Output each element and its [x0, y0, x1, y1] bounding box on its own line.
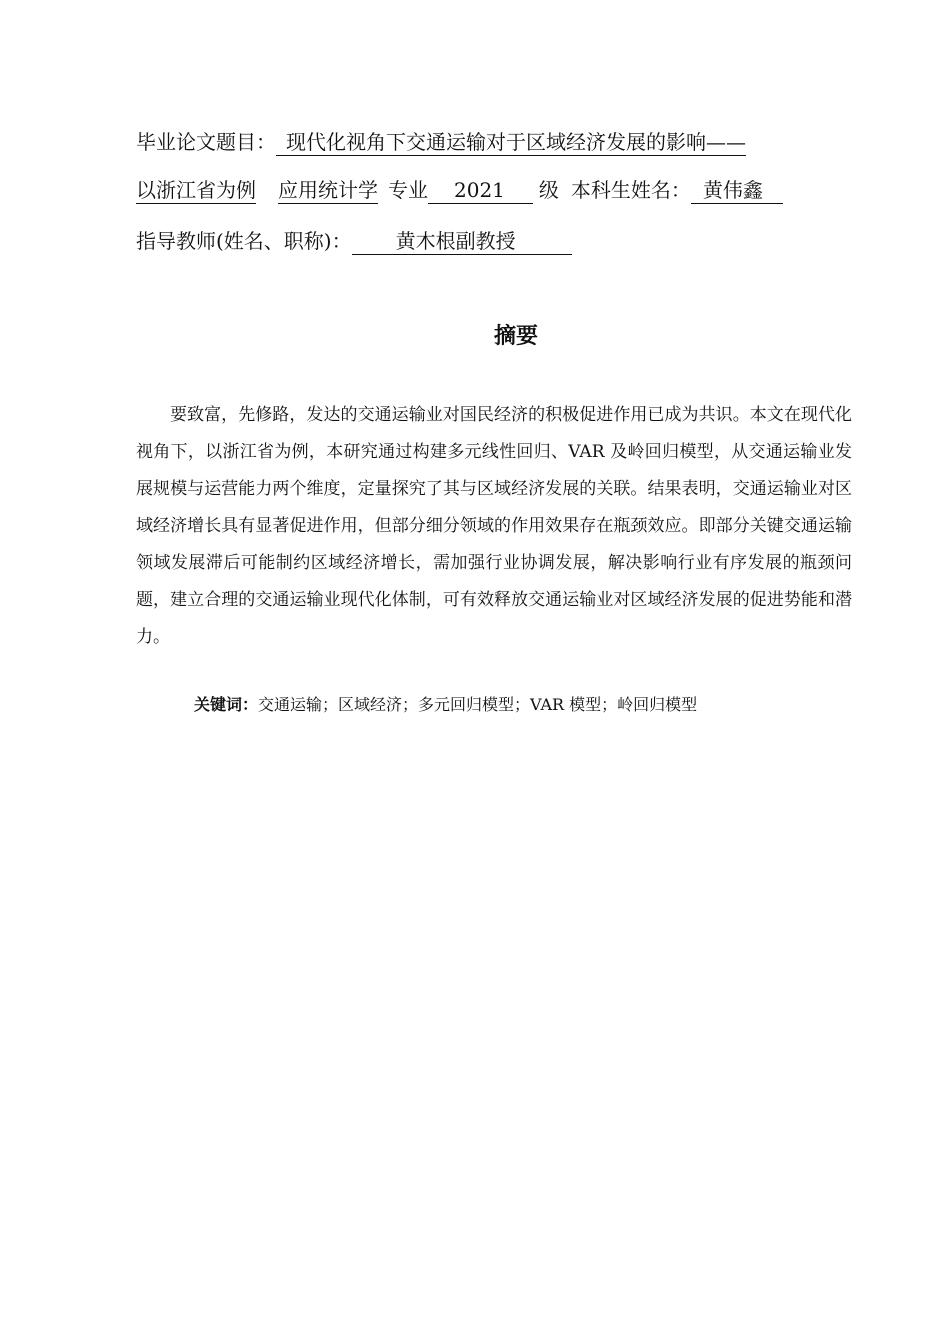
- thesis-title-line: [136, 128, 746, 156]
- keywords-label: 关键词：: [194, 695, 259, 714]
- major-label: 专业: [388, 178, 428, 202]
- abstract-heading: 摘要: [493, 324, 538, 349]
- thesis-title-field: [276, 130, 746, 156]
- thesis-title-part1: 现代化视角下交通运输对于区域经济发展的影响——: [286, 130, 746, 154]
- thesis-info-line: [136, 176, 783, 204]
- keywords-line: [194, 692, 697, 718]
- major-value: 应用统计学: [278, 178, 378, 202]
- student-label: 本科生姓名：: [570, 178, 691, 202]
- advisor-line: [136, 227, 572, 255]
- thesis-title-field-cont: [136, 178, 256, 204]
- student-name-value: 黄伟鑫: [702, 178, 763, 202]
- grade-field: [428, 178, 533, 204]
- abstract-body: 要致富，先修路，发达的交通运输业对国民经济的积极促进作用已成为共识。本文在现代化视角下，以浙江省为例，本研究通过构建多元线性回归、VAR 及岭回归模型，从交通运输业发展规模与运营能力两个维度，定量探究了其与区域经济发展的关联。结果表明，交通运输业对区域经济增长具有显著促进作用，但部分细分领域的作用效果存在瓶颈效应。即部分关键交通运输领域发展滞后可能制约区域经济增长，需加强行业协调发展，解决影响行业有序发展的瓶颈问题，建立合理的交通运输业现代化体制，可有效释放交通运输业对区域经济发展的促进势能和潜力。: [136, 405, 852, 647]
- advisor-value: 黄木根副教授: [395, 229, 516, 253]
- advisor-field: [352, 229, 572, 255]
- advisor-label: 指导教师(姓名、职称)：: [136, 229, 352, 253]
- keywords-text: 交通运输；区域经济；多元回归模型；VAR 模型；岭回归模型: [258, 695, 698, 714]
- grade-value: 2021: [454, 178, 505, 202]
- thesis-title-part2: 以浙江省为例: [136, 178, 256, 202]
- thesis-title-label: 毕业论文题目：: [136, 130, 276, 154]
- student-name-field: [691, 178, 783, 204]
- major-field: [278, 178, 378, 204]
- grade-label: 级: [538, 178, 559, 202]
